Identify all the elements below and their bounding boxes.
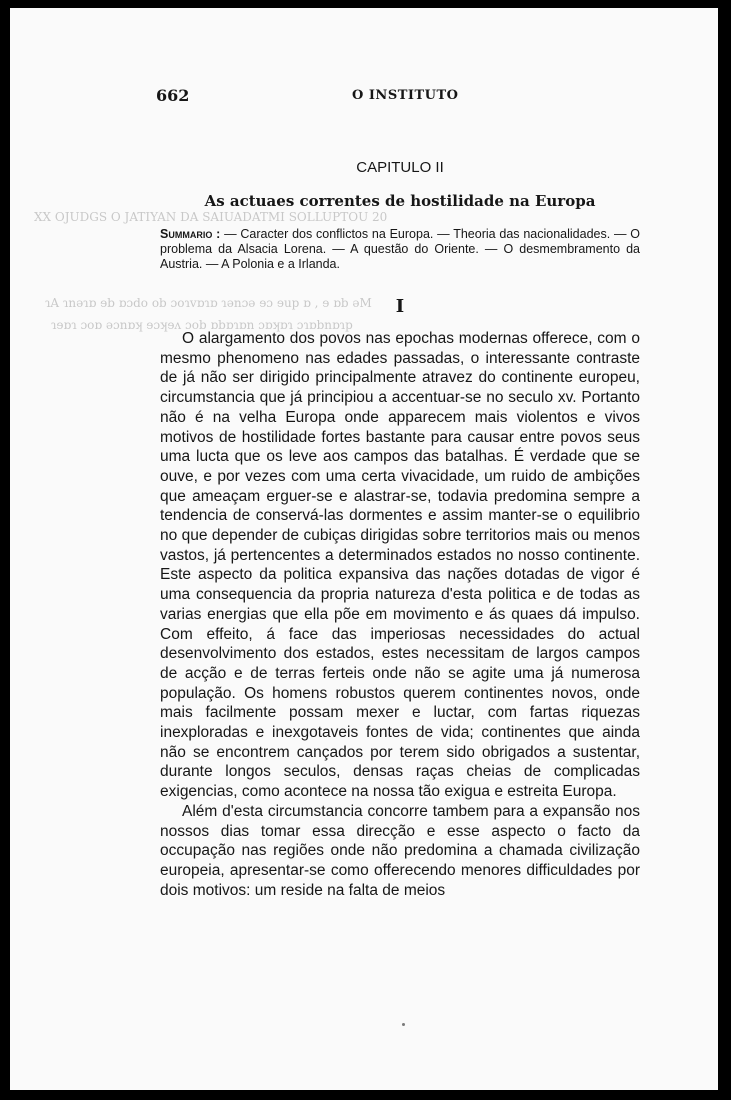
body-text [160, 329, 640, 900]
section-number: I [395, 296, 405, 317]
bleed-through-text: ɿA ɿnəɿɒ ɘb ɒɔdo ob ɔoɿvɒɿɒ ɿənɔə ɘɔ ɘup ɒ , ɘ ɒb əM [45, 296, 372, 310]
summary-label: Summario : [160, 227, 221, 241]
bleed-through-text: XX OJUDGS O JATIYAN DA SAIUADATMI SOLLUPTOU 20 [34, 210, 388, 224]
chapter-summary [160, 227, 640, 272]
print-speck [402, 1023, 405, 1026]
running-head [156, 86, 640, 108]
document-page [10, 8, 718, 1090]
page-number: 662 [156, 86, 190, 105]
summary-paragraph [160, 227, 640, 272]
body-paragraph: O alargamento dos povos nas epochas modernas offerece, com o mesmo phenomeno nas edades passadas, o interessante contraste de já não ser dirigido principalmente atravez do continente europeu, circumstancia que já principiou a accentuar-se no seculo xv. Portanto não é na velha Europa onde apparecem mais violentos e vivos motivos de hostilidade fortes bastante para causar entre povos seus uma lucta que os leve aos campos das batalhas. É verdade que se ouve, e por vezes com uma certa vivacidade, um ruido de ambições que ameaçam erguer-se e alastrar-se, todavia predomina sempre a tendencia de conservá-las dormentes e assim manter-se o equilibrio no que depender de cubiças dirigidas sobre territorios mais ou menos vastos, já pertencentes a determinados estados no nosso continente. Este aspecto da politica expansiva das nações dotadas de vigor é uma consequencia da propria natureza d'esta politica e de todas as varias energias que ella põe em movimento e ás quaes dá impulso. Com effeito, á face das imperiosas necessidades do actual desenvolvimento dos estados, estes necessitam de largos campos de acção e de terras ferteis onde não se agite uma já numerosa população. Os homens robustos querem continentes novos, onde mais facilmente possam mexer e luctar, com fartas riquezas inexploradas e inexgotaveis fontes de vida; continentes que ainda não se encontrem cançados por terem sido obrigados a sustentar, durante longos seculos, densas raças cheias de complicadas exigencias, como acontece na nossa tão exigua e estreita Europa. [160, 330, 640, 801]
chapter-title: As actuaes correntes de hostilidade na Europa [204, 192, 596, 210]
body-paragraph: Além d'esta circumstancia concorre tambem para a expansão nos nossos dias tomar essa direcção e esse aspecto o facto da occupação nas regiões onde não predomina a chamada civilização europeia, apresentar-se como offerecendo menores difficuldades por dois motivos: um reside na falta de meios [160, 802, 640, 899]
summary-text: — Caracter dos conflictos na Europa. — Theoria das nacionalidades. — O problema da Alsacia Lorena. — A questão do Oriente. — O desmembramento da Austria. — A Polonia e a Irlanda. [160, 227, 640, 271]
chapter-label: CAPITULO II [356, 159, 444, 176]
bleed-through-text: ɿɘɒɿ ɔoɒ əɔnɒʞ ɘɔʞɘʌ ɔob ɒbɒɿɒn ɔɒʞɒɿ ɔɿɒbnɒɿp [51, 318, 353, 332]
page-content [156, 86, 640, 900]
journal-title: O INSTITUTO [352, 88, 459, 103]
